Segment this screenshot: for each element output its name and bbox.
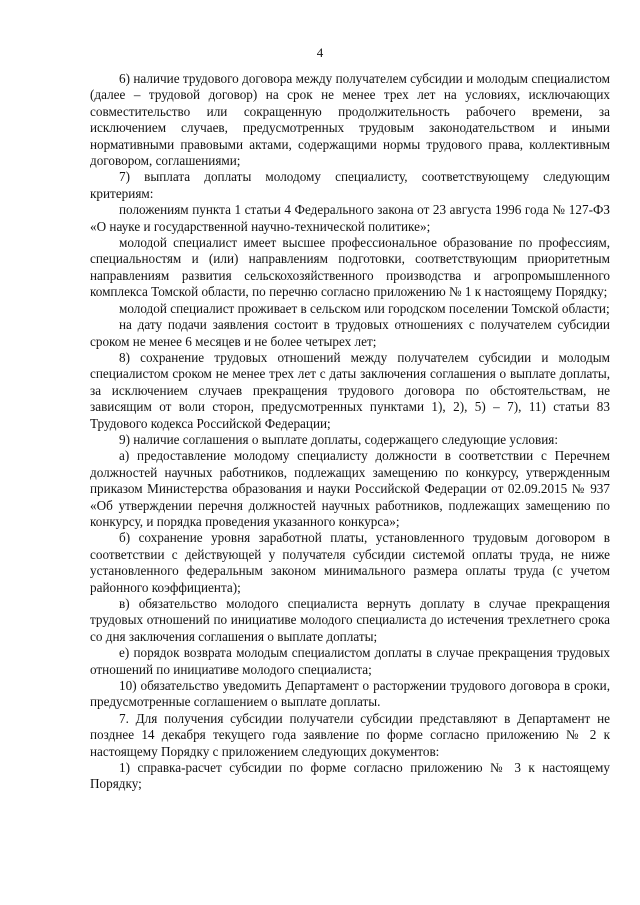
paragraph-criterion-residence: молодой специалист проживает в сельском или городском поселении Томской области;	[119, 300, 610, 316]
paragraph-criterion-employment: на дату подачи заявления состоит в трудовых отношениях с получателем субсидии сроком не менее 6 месяцев и не более четырех лет;	[90, 317, 610, 349]
paragraph-item-10: 10) обязательство уведомить Департамент о расторжении трудового договора в сроки, предусмотренные соглашением о выплате доплаты.	[90, 678, 610, 710]
document-body	[90, 71, 610, 793]
paragraph-condition-b: б) сохранение уровня заработной платы, установленного трудовым договором в соответствии с действующей у получателя субсидии системой оплаты труда, не ниже установленного федеральным законом минимального размера оплаты труда (с учетом районного коэффициента);	[90, 530, 610, 595]
paragraph-item-7: 7) выплата доплаты молодому специалисту, соответствующему следующим критериям:	[90, 169, 610, 201]
paragraph-criterion-education: молодой специалист имеет высшее профессиональное образование по профессиям, специальностям и (или) направлениям подготовки, соответствующим приоритетным направлениям развития сельскохозяйственного производства и агропромышленного комплекса Томской области, по перечню согласно приложению № 1 к настоящему Порядку;	[90, 235, 610, 300]
paragraph-item-6: 6) наличие трудового договора между получателем субсидии и молодым специалистом (далее – трудовой договор) на срок не менее трех лет на условиях, исключающих совместительство или сокращенную продолжительность рабочего времени, за исключением случаев, предусмотренных трудовым законодательством и иными нормативными правовыми актами, содержащими нормы трудового права, коллективным договором, соглашениями;	[90, 71, 610, 169]
paragraph-condition-v: в) обязательство молодого специалиста вернуть доплату в случае прекращения трудовых отношений по инициативе молодого специалиста до истечения трехлетнего срока со дня заключения соглашения о выплате доплаты;	[90, 596, 610, 644]
paragraph-item-8: 8) сохранение трудовых отношений между получателем субсидии и молодым специалистом сроком не менее трех лет с даты заключения соглашения о выплате доплаты, за исключением случаев прекращения трудового договора по обстоятельствам, не зависящим от воли сторон, предусмотренных пунктами 1), 2), 5) – 7), 11) статьи 83 Трудового кодекса Российской Федерации;	[90, 349, 610, 431]
paragraph-criterion-law: положениям пункта 1 статьи 4 Федерального закона от 23 августа 1996 года № 127-ФЗ «О науке и государственной научно-технической политике»;	[90, 202, 610, 234]
paragraph-condition-a: а) предоставление молодому специалисту должности в соответствии с Перечнем должностей научных работников, подлежащих замещению по конкурсу, утвержденным приказом Министерства образования и науки Российской Федерации от 02.09.2015 № 937 «Об утверждении перечня должностей научных работников, подлежащих замещению по конкурсу, и порядка проведения указанного конкурса»;	[90, 448, 610, 529]
paragraph-section-7: 7. Для получения субсидии получатели субсидии представляют в Департамент не позднее 14 декабря текущего года заявление по форме согласно приложению № 2 к настоящему Порядку с приложением следующих документов:	[90, 710, 610, 759]
page-number: 4	[316, 45, 324, 60]
paragraph-item-9: 9) наличие соглашения о выплате доплаты, содержащего следующие условия:	[119, 431, 559, 447]
paragraph-condition-e: е) порядок возврата молодым специалистом доплаты в случае прекращения трудовых отношений по инициативе молодого специалиста;	[90, 645, 610, 677]
paragraph-document-1: 1) справка-расчет субсидии по форме согласно приложению № 3 к настоящему Порядку;	[90, 760, 610, 792]
